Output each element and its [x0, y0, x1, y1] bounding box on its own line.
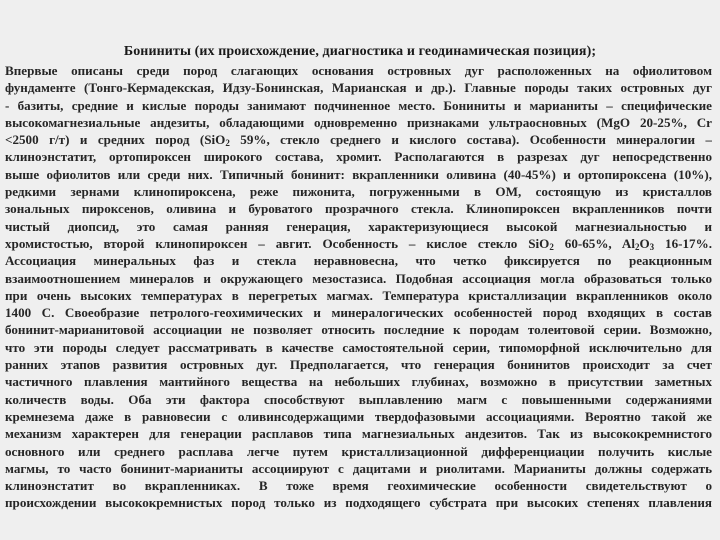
body-line: ранних этапов развития островных дуг. Предполагается, что генерация бонинитов происходит за счет	[5, 357, 712, 373]
body-line: Ассоциация минеральных фаз и стекла неравновесна, что четко фиксируется по реакционным	[5, 253, 712, 269]
body-line: взаимоотношением минералов и окружающего мезостазиса. Подобная ассоциация могла образоваться только	[5, 270, 712, 286]
body-line: высокомагнезиальные андезиты, обладающими одновременно признаками ультраосновных (MgO 20-25%, Cr	[5, 114, 712, 130]
body-line: происхождении высококремнистых пород только из подходящего субстрата при высоких степенях плавления	[5, 495, 712, 511]
body-line: бонинит-марианитовой ассоциации не позволяет относить последние к породам толеитовой серии. Возможно,	[5, 322, 712, 338]
document-body	[5, 62, 712, 512]
body-line: что эти породы следует рассматривать в качестве самостоятельной серии, типоморфной исключительно для	[5, 339, 712, 355]
body-line: фундаменте (Тонго-Кермадекская, Идзу-Бонинская, Марианская и др.). Главные породы таких островных дуг	[5, 80, 712, 96]
body-line: - базиты, средние и кислые породы занимают подчиненное место. Бониниты и марианиты – специфические	[5, 97, 712, 113]
body-line: Впервые описаны среди пород слагающих основания островных дуг расположенных на офиолитовом	[5, 63, 712, 78]
document-title: Бониниты (их происхождение, диагностика и геодинамическая позиция);	[123, 44, 597, 59]
body-line: частичного плавления мантийного вещества на небольших глубинах, возможно в присутствии заметных	[5, 374, 712, 390]
body-line: клиноэнстатит во вкрапленниках. В тоже время геохимические особенности свидетельствуют о	[5, 478, 712, 494]
body-line: кремнезема даже в равновесии с оливинсодержащими твердофазовыми ассоциациями. Вероятно такой же	[5, 408, 712, 424]
body-line: клиноэнстатит, ортопироксен широкого состава, хромит. Располагаются в разрезах дуг непосредственно	[5, 149, 712, 165]
body-line: выше офиолитов или среди них. Типичный бонинит: вкрапленники оливина (40-45%) и ортопироксена (10%),	[5, 166, 712, 182]
body-line: редкими зернами клинопироксена, реже пижонита, погруженными в ОМ, состоящую из кристаллов	[5, 184, 712, 200]
body-line: магмы, то часто бонинит-марианиты ассоциируют с дацитами и риолитами. Марианиты должны содержать	[5, 460, 712, 476]
body-line: механизм характерен для генерации расплавов типа магнезиальных андезитов. Так из высококремнистого	[5, 426, 712, 442]
body-line: количеств воды. Оба эти фактора способствуют выплавлению магм с повышенными содержаниями	[5, 391, 712, 407]
body-line: 1400 С. Своеобразие петролого-геохимических и минералогических особенностей пород входящих в состав	[5, 305, 712, 321]
body-line: зональных пироксенов, оливина и буроватого прозрачного стекла. Клинопироксен вкрапленников почти	[5, 201, 712, 217]
body-line: чистый диопсид, это самая ранняя генерация, характеризующиеся высокой магнезиальностью и	[5, 218, 712, 234]
body-line: хромистостью, второй клинопироксен – авгит. Особенность – кислое стекло SiO$_2$ 60-65%, $Al_2O_3$ 16-17%.	[5, 235, 712, 252]
body-line: основного или среднего расплава легче путем кристаллизационной дифференциации получить кислые	[5, 443, 712, 459]
body-line: при очень высоких температурах в перегретых магмах. Температура кристаллизации вкрапленников около	[5, 287, 712, 303]
body-line: <2500 г/т) и средних пород (SiO$_2$ 59%, стекло среднего и кислого состава). Особенности минералогии –	[5, 132, 712, 149]
